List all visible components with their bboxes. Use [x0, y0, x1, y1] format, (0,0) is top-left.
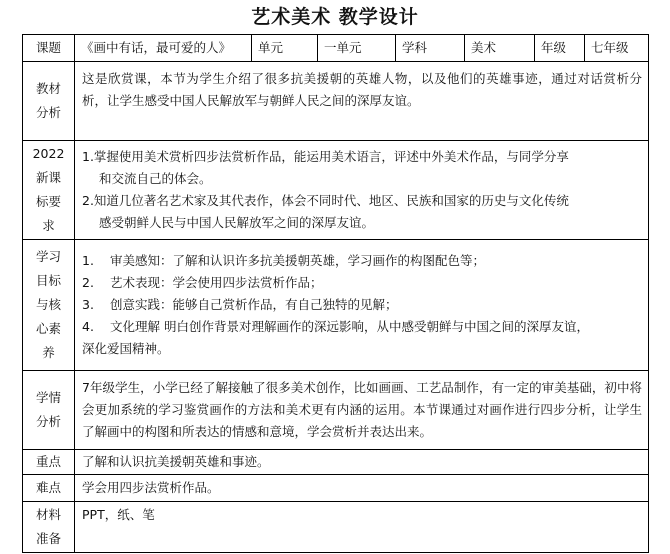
- label-learning-goals: 学习 目标 与核 心素 养: [23, 240, 75, 371]
- material-analysis-row: [23, 62, 649, 141]
- topic-value: 《画中有话，最可爱的人》: [75, 35, 252, 62]
- label-material-analysis: 教材 分析: [23, 62, 75, 141]
- unit-value: 一单元: [318, 35, 396, 62]
- key-point-row: [23, 450, 649, 475]
- materials-prep-row: [23, 502, 649, 553]
- subject-value: 美术: [465, 35, 535, 62]
- curriculum-standard-row: [23, 141, 649, 240]
- label-topic: 课题: [23, 35, 75, 62]
- goal-item-4-cont: 深化爱国精神。: [82, 341, 170, 356]
- label-grade: 年级: [535, 35, 585, 62]
- curriculum-standard-text: [75, 141, 649, 240]
- label-key-point: 重点: [23, 450, 75, 475]
- key-point-text: 了解和认识抗美援朝英雄和事迹。: [75, 450, 649, 475]
- label-materials-prep: 材料 准备: [23, 502, 75, 553]
- standard-item-2-cont: 感受朝鲜人民与中国人民解放军之间的深厚友谊。: [99, 215, 375, 230]
- standard-item-1-cont: 和交流自己的体会。: [99, 171, 212, 186]
- goal-item-3: 3. 创意实践：能够自己赏析作品，有自己独特的见解；: [82, 297, 398, 312]
- grade-value: 七年级: [585, 35, 649, 62]
- learning-goals-row: [23, 240, 649, 371]
- goal-item-1: 1. 审美感知：了解和认识许多抗美援朝英雄，学习画作的构图配色等；: [82, 253, 486, 268]
- learning-goals-text: [75, 240, 649, 371]
- label-unit: 单元: [252, 35, 318, 62]
- student-analysis-row: [23, 371, 649, 450]
- goal-item-4: 4. 文化理解 明白创作背景对理解画作的深远影响，从中感受朝鲜与中国之间的深厚友谊，: [82, 319, 589, 334]
- header-row: [23, 35, 649, 62]
- label-subject: 学科: [396, 35, 465, 62]
- goal-item-2: 2. 艺术表现：学会使用四步法赏析作品；: [82, 275, 323, 290]
- standard-item-2: 2.知道几位著名艺术家及其代表作，体会不同时代、地区、民族和国家的历史与文化传统: [82, 193, 569, 208]
- label-difficulty: 难点: [23, 475, 75, 502]
- label-student-analysis: 学情 分析: [23, 371, 75, 450]
- label-curriculum-standard: 2022 新课 标要 求: [23, 141, 75, 240]
- material-analysis-text: 这是欣赏课，本节为学生介绍了很多抗美援朝的英雄人物，以及他们的英雄事迹，通过对话赏析分析，让学生感受中国人民解放军与朝鲜人民之间的深厚友谊。: [75, 62, 649, 141]
- document-title: 艺术美术 教学设计: [251, 6, 419, 28]
- standard-item-1: 1.掌握使用美术赏析四步法赏析作品，能运用美术语言，评述中外美术作品，与同学分享: [82, 149, 569, 164]
- lesson-plan-table: [22, 34, 649, 553]
- student-analysis-text: 7年级学生，小学已经了解接触了很多美术创作，比如画画、工艺品制作，有一定的审美基础，初中将会更加系统的学习鉴赏画作的方法和美术更有内涵的运用。本节课通过对画作进行四步分析，让学生了解画中的构图和所表达的情感和意境，学会赏析并表达出来。: [75, 371, 649, 450]
- difficulty-text: 学会用四步法赏析作品。: [75, 475, 649, 502]
- difficulty-row: [23, 475, 649, 502]
- materials-prep-text: PPT，纸、笔: [75, 502, 649, 553]
